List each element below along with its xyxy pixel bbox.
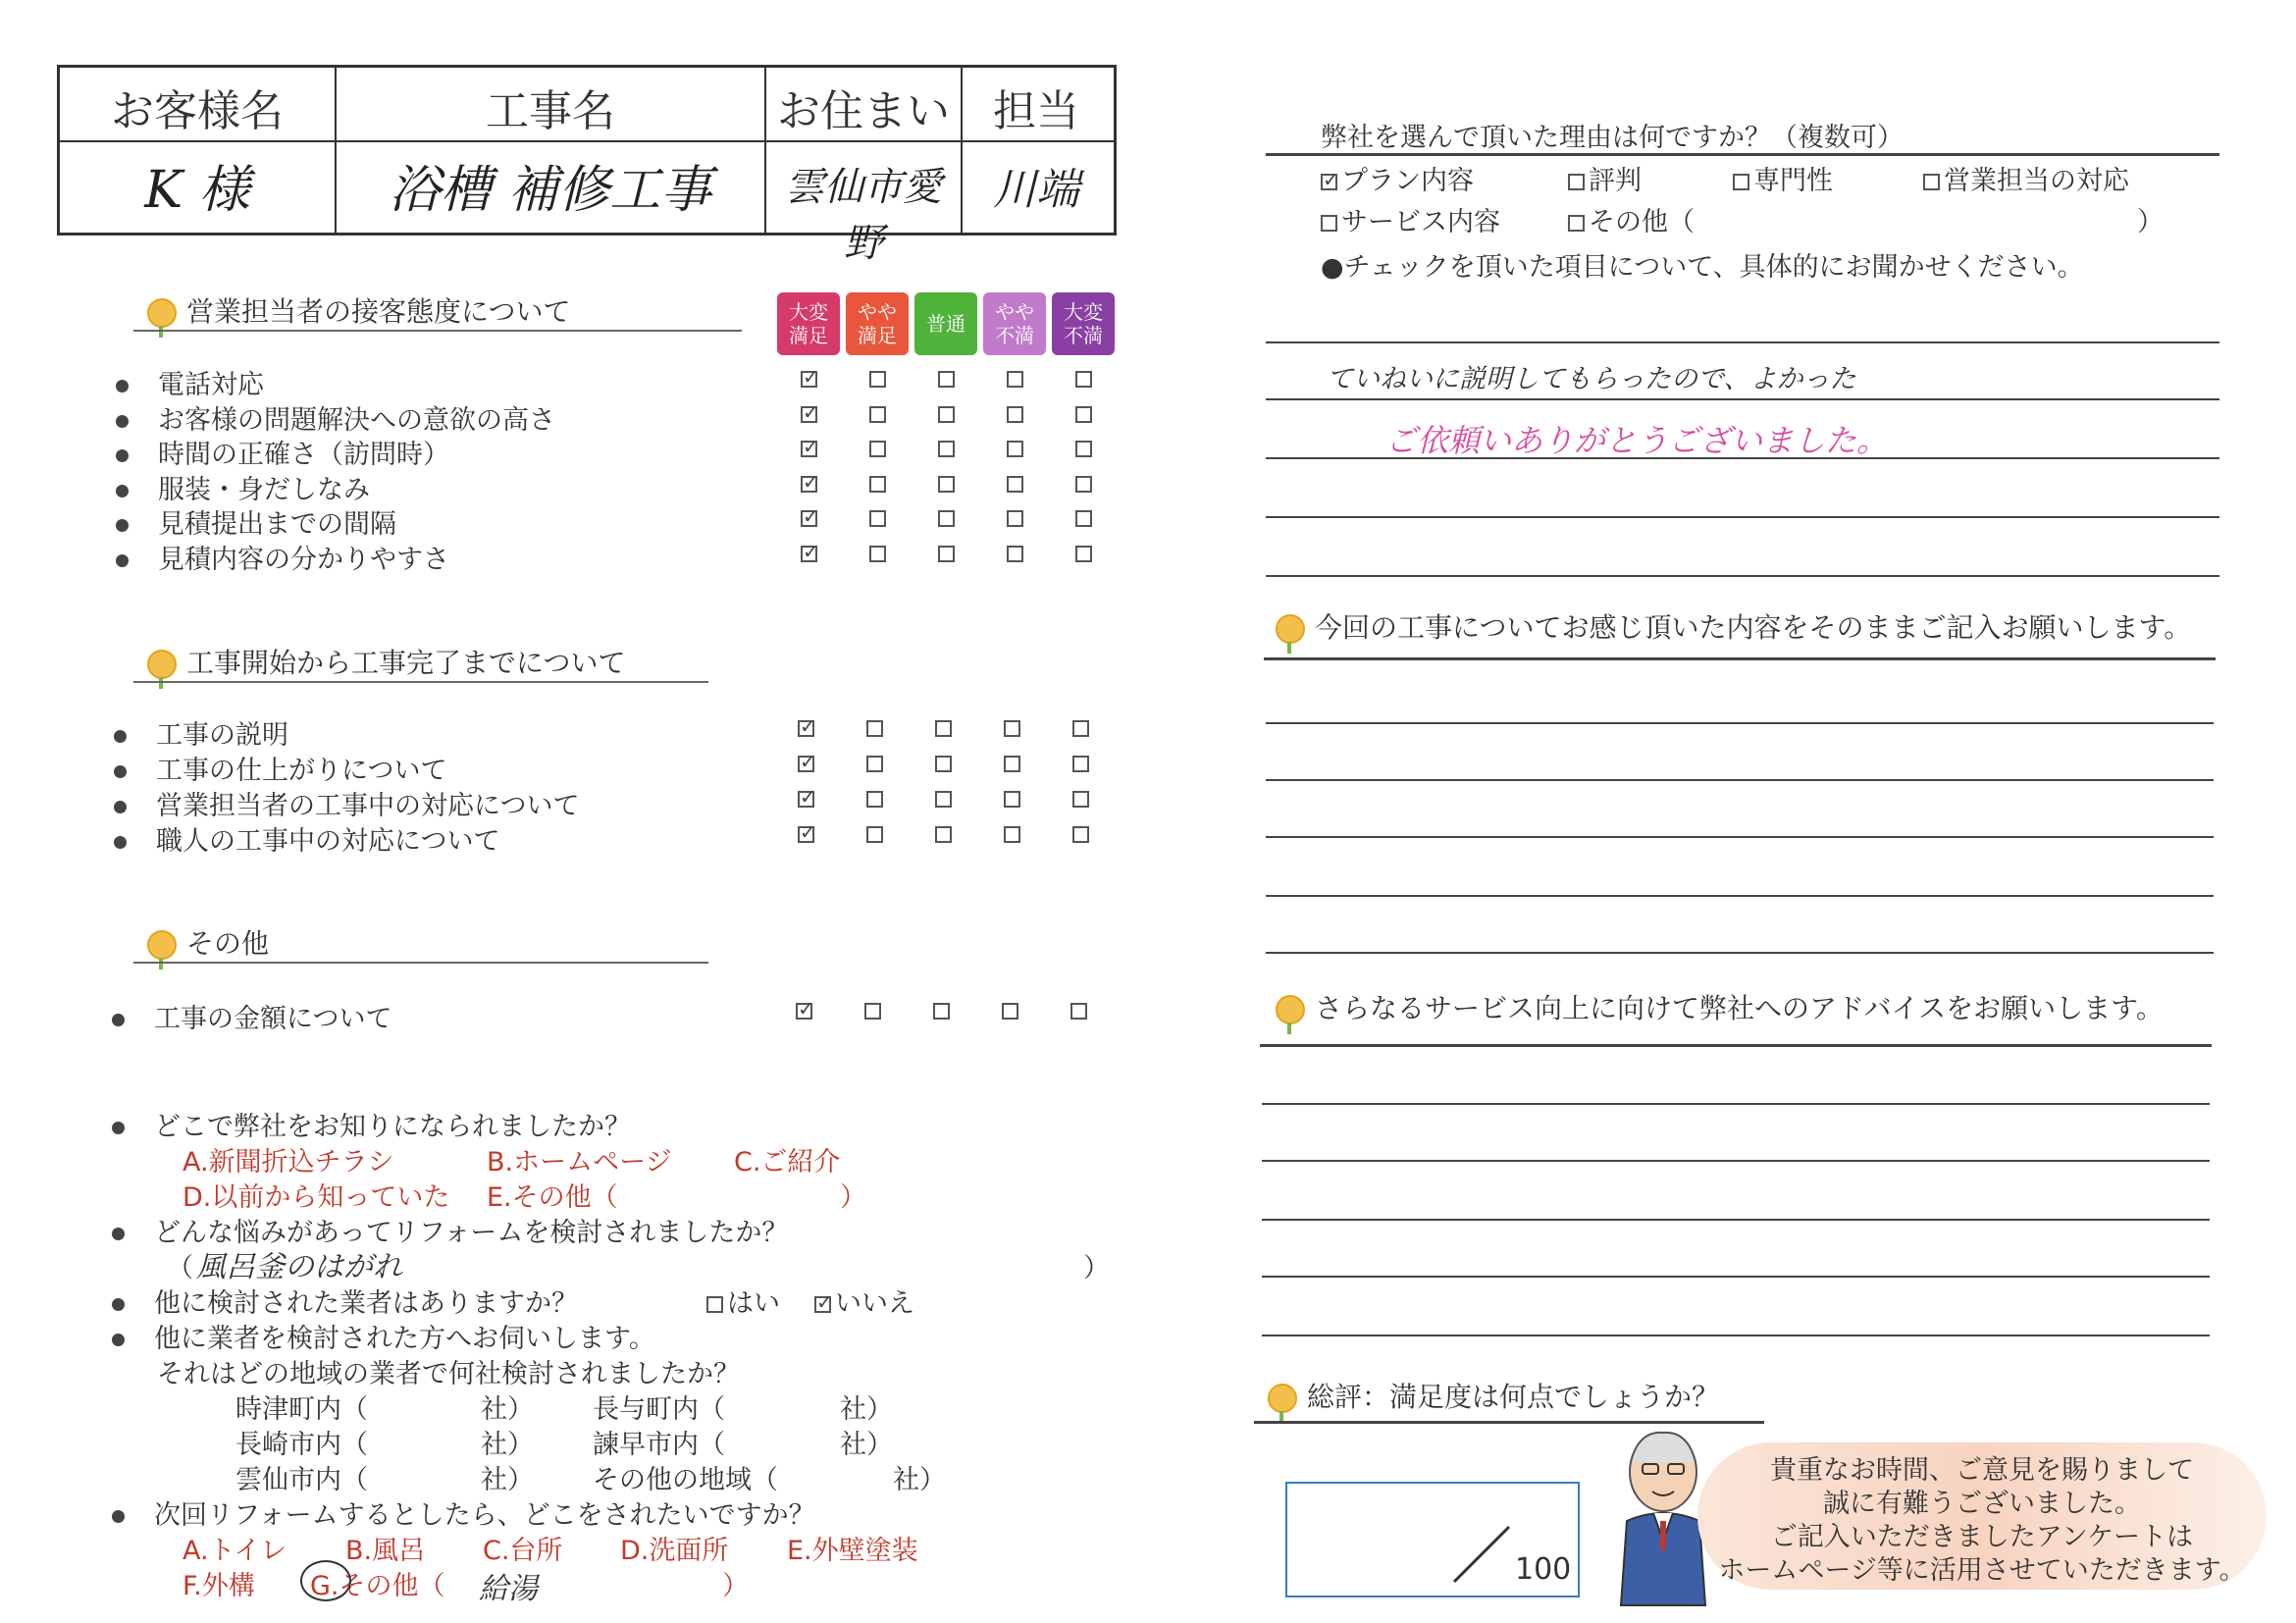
- service-checkbox: [1321, 215, 1337, 232]
- option-b: B.ホームページ: [487, 1147, 672, 1178]
- section-staff-attitude-heading: [147, 290, 570, 330]
- bullet-icon: [114, 730, 127, 743]
- circle-mark: [300, 1560, 351, 1601]
- impression-heading: [1276, 606, 2191, 646]
- answer-line: [1266, 779, 2214, 781]
- rating-checkbox: [801, 371, 817, 388]
- impression-title: 今回の工事についてお感じ頂いた内容をそのままご記入お願いします。: [1315, 611, 2192, 644]
- rating-checkbox: [1075, 546, 1092, 562]
- section-other-heading: [147, 922, 269, 962]
- advice-heading: [1276, 987, 2164, 1026]
- customer-name-cell: [60, 68, 337, 233]
- item-label: 工事の仕上がりについて: [156, 756, 447, 786]
- question-text: 他に検討された業者はありますか？: [154, 1288, 578, 1319]
- reason-opt-expertise: [1733, 159, 1833, 197]
- address-label: お住まい: [777, 86, 950, 136]
- reason-opt-plan: [1321, 159, 1474, 197]
- reason-answer-1: ていねいに説明してもらったので、よかった: [1327, 364, 1856, 394]
- rating-checkbox: [1007, 441, 1023, 457]
- section-construction-heading: [147, 642, 625, 681]
- section-other-title: その他: [186, 927, 270, 960]
- customer-name-value: K 様: [144, 161, 250, 220]
- list-item: [116, 538, 449, 576]
- answer-line: [1266, 575, 2219, 577]
- flower-icon: [147, 298, 177, 328]
- project-name-cell: [337, 68, 766, 233]
- reason-opt-service: [1321, 200, 1500, 238]
- rating-checkbox: [801, 546, 817, 562]
- rating-checkbox: [935, 826, 952, 843]
- score-title: 総評：満足度は何点でしょうか？: [1307, 1381, 1720, 1413]
- item-label: 営業担当者の工事中の対応について: [156, 791, 580, 821]
- answer-line: [1262, 1219, 2210, 1221]
- thanks-line: ご記入いただきましたアンケートは: [1770, 1522, 2194, 1552]
- rating-checkbox: [935, 756, 952, 772]
- address-cell: [766, 68, 963, 266]
- next-d: D.洗面所: [620, 1536, 729, 1566]
- rating-checkbox: [1075, 510, 1092, 527]
- next-g-close: ）: [722, 1571, 749, 1601]
- rating-checkbox: [938, 510, 955, 527]
- worry-open: （: [167, 1253, 193, 1283]
- rating-label: 大変 満足: [789, 300, 828, 347]
- next-g-answer: 給湯: [479, 1572, 538, 1606]
- region-tokitsu: 時津町内（: [235, 1394, 368, 1425]
- reputation-checkbox: [1568, 174, 1585, 190]
- flower-icon: [147, 650, 177, 679]
- rating-checkbox: [1002, 1003, 1018, 1020]
- question-region: [112, 1317, 655, 1355]
- rating-checkbox: [796, 1003, 812, 1020]
- rating-checkbox: [864, 1003, 881, 1020]
- flower-icon: [1268, 1384, 1297, 1413]
- question-other-vendor: [112, 1282, 578, 1320]
- item-label: 服装・身だしなみ: [158, 475, 370, 505]
- option-e: E.その他（: [487, 1182, 618, 1213]
- bullet-icon: [116, 415, 129, 428]
- opt-label: サービス内容: [1341, 207, 1500, 237]
- rating-checkbox: [1072, 720, 1089, 737]
- option-c: C.ご紹介: [734, 1147, 841, 1178]
- rating-checkbox: [1004, 791, 1020, 808]
- score-max: 100: [1515, 1552, 1572, 1587]
- thanks-message: [1697, 1454, 2267, 1588]
- rating-checkbox: [866, 756, 883, 772]
- expertise-checkbox: [1733, 174, 1749, 190]
- rating-checkbox: [866, 720, 883, 737]
- answer-line: [1262, 1103, 2210, 1105]
- staff-cell: [963, 68, 1110, 233]
- score-heading: [1268, 1376, 1719, 1415]
- item-label: お客様の問題解決への意欲の高さ: [158, 405, 555, 436]
- opt-label: その他（: [1589, 207, 1695, 237]
- rating-checkbox: [798, 720, 814, 737]
- rating-checkbox: [1007, 406, 1023, 423]
- rating-checkbox: [1004, 826, 1020, 843]
- rating-checkbox: [938, 441, 955, 457]
- rating-label: 大変 不満: [1064, 300, 1103, 347]
- region-suffix: 社）: [840, 1430, 893, 1460]
- rating-checkbox: [869, 476, 886, 493]
- rating-checkbox: [798, 791, 814, 808]
- bullet-icon: [114, 801, 127, 813]
- impression-underline: [1264, 657, 2216, 660]
- region-suffix: 社）: [481, 1430, 534, 1460]
- region-nagasaki: 長崎市内（: [235, 1430, 368, 1460]
- rating-checkbox: [935, 791, 952, 808]
- region-unzen: 雲仙市内（: [235, 1465, 368, 1495]
- item-label: 職人の工事中の対応について: [156, 826, 500, 857]
- rating-checkbox: [1007, 476, 1023, 493]
- list-item: [116, 398, 555, 437]
- header-divider: [60, 140, 1114, 142]
- question-region-2: それはどの地域の業者で何社検討されましたか？: [157, 1359, 740, 1389]
- rating-somewhat-dissatisfied: [983, 292, 1046, 355]
- region-suffix: 社）: [840, 1394, 893, 1425]
- item-label: 見積内容の分かりやすさ: [158, 545, 449, 575]
- answer-line: [1266, 516, 2219, 518]
- bullet-icon: [116, 449, 129, 462]
- item-label: 時間の正確さ（訪問時）: [158, 440, 449, 470]
- list-item: [112, 997, 391, 1035]
- opt-label: 専門性: [1753, 166, 1833, 196]
- rating-checkbox: [1007, 510, 1023, 527]
- answer-line: [1266, 457, 2219, 459]
- worry-answer: 風呂釜のはがれ: [196, 1250, 402, 1284]
- rating-checkbox: [801, 441, 817, 457]
- reason-title: 弊社を選んで頂いた理由は何ですか？（複数可）: [1321, 123, 1904, 153]
- worry-close: ）: [1083, 1253, 1110, 1283]
- bullet-icon: [112, 1014, 125, 1026]
- answer-line: [1266, 341, 2219, 343]
- answer-line: [1262, 1335, 2210, 1336]
- flower-icon: [1276, 614, 1305, 644]
- region-nagayo: 長与町内（: [593, 1394, 725, 1425]
- bullet-icon: [112, 1334, 125, 1346]
- list-item: [114, 784, 579, 822]
- question-text: 他に業者を検討された方へお伺いします。: [154, 1324, 655, 1354]
- advice-title: さらなるサービス向上に向けて弊社へのアドバイスをお願いします。: [1315, 992, 2164, 1024]
- section-underline: [133, 962, 708, 964]
- region-suffix: 社）: [893, 1465, 946, 1495]
- bullet-icon: [116, 554, 129, 567]
- project-name-label: 工事名: [486, 86, 615, 136]
- next-c: C.台所: [483, 1536, 563, 1566]
- rating-checkbox: [1075, 441, 1092, 457]
- bullet-icon: [112, 1510, 125, 1523]
- rating-checkbox: [866, 826, 883, 843]
- rating-checkbox: [1007, 546, 1023, 562]
- score-box: [1285, 1482, 1580, 1597]
- rating-checkbox: [938, 406, 955, 423]
- next-f: F.外構: [183, 1571, 255, 1601]
- answer-line: [1262, 1276, 2210, 1278]
- item-label: 電話対応: [158, 370, 264, 400]
- rating-checkbox: [1072, 791, 1089, 808]
- answer-line: [1266, 722, 2214, 724]
- yes-checkbox: [706, 1296, 723, 1313]
- rating-label: やや 不満: [995, 300, 1034, 347]
- answer-line: [1262, 1160, 2210, 1162]
- customer-name-label: お客様名: [111, 86, 284, 136]
- rating-checkbox: [938, 476, 955, 493]
- list-item: [116, 468, 370, 506]
- rating-very-dissatisfied: [1052, 292, 1115, 355]
- thanks-line: ホームページ等に活用させていただきます。: [1718, 1555, 2246, 1586]
- project-name-value: 浴槽 補修工事: [389, 161, 712, 220]
- rating-checkbox: [798, 826, 814, 843]
- next-e: E.外壁塗装: [787, 1536, 918, 1566]
- item-label: 工事の金額について: [154, 1004, 392, 1034]
- rating-very-satisfied: [777, 292, 840, 355]
- rating-somewhat-satisfied: [846, 292, 909, 355]
- option-d: D.以前から知っていた: [183, 1182, 450, 1213]
- rating-checkbox: [1075, 406, 1092, 423]
- answer-line: [1266, 952, 2214, 954]
- rating-checkbox: [935, 720, 952, 737]
- question-next: [112, 1493, 815, 1532]
- answer-yes: [706, 1282, 780, 1320]
- question-text: どこで弊社をお知りになられましたか？: [154, 1112, 631, 1142]
- option-e-close: ）: [840, 1182, 866, 1213]
- question-text: どんな悩みがあってリフォームを検討されましたか？: [154, 1218, 789, 1248]
- region-suffix: 社）: [481, 1465, 534, 1495]
- opt-label: 営業担当の対応: [1944, 166, 2129, 196]
- rating-checkbox: [1070, 1003, 1087, 1020]
- bullet-icon: [116, 380, 129, 393]
- list-item: [116, 363, 264, 401]
- answer-line: [1266, 398, 2219, 400]
- next-a: A.トイレ: [183, 1536, 287, 1566]
- answer-line: [1266, 836, 2214, 838]
- rating-checkbox: [1007, 371, 1023, 388]
- opt-label: 評判: [1589, 166, 1642, 196]
- rating-checkbox: [801, 406, 817, 423]
- section-construction-title: 工事開始から工事完了までについて: [186, 647, 626, 679]
- item-label: 見積提出までの間隔: [158, 509, 396, 540]
- rating-label: やや 満足: [858, 300, 897, 347]
- bullet-icon: [114, 765, 127, 778]
- thanks-line: 誠に有難うございました。: [1823, 1489, 2141, 1519]
- rating-checkbox: [869, 441, 886, 457]
- reason-other-close: ）: [2137, 207, 2164, 237]
- rating-checkbox: [869, 510, 886, 527]
- rating-label: 普通: [926, 312, 965, 336]
- bullet-icon: [112, 1122, 125, 1134]
- plan-checkbox: [1321, 174, 1337, 190]
- answer-no: [814, 1282, 914, 1320]
- region-isahaya: 諫早市内（: [593, 1430, 725, 1460]
- bullet-icon: [112, 1228, 125, 1240]
- bullet-icon: [116, 485, 129, 497]
- rating-checkbox: [801, 476, 817, 493]
- rating-checkbox: [1004, 756, 1020, 772]
- reason-underline: [1266, 153, 2219, 156]
- rating-checkbox: [866, 791, 883, 808]
- reason-opt-staff: [1923, 159, 2129, 197]
- opt-label: プラン内容: [1341, 166, 1474, 196]
- rating-checkbox: [798, 756, 814, 772]
- no-label: いいえ: [835, 1288, 914, 1319]
- address-value: 雲仙市愛野: [785, 165, 942, 266]
- region-suffix: 社）: [481, 1394, 534, 1425]
- region-other: その他の地域（: [593, 1465, 778, 1495]
- bullet-icon: [112, 1298, 125, 1311]
- question-where: [112, 1105, 631, 1143]
- flower-icon: [1276, 995, 1305, 1024]
- list-item: [114, 819, 499, 858]
- answer-line: [1266, 895, 2214, 897]
- reason-detail: ●チェックを頂いた項目について、具体的にお聞かせください。: [1321, 252, 2084, 283]
- staff-label: 担当: [993, 86, 1079, 136]
- rating-checkbox: [869, 371, 886, 388]
- advice-underline: [1260, 1044, 2212, 1047]
- question-text: 次回リフォームするとしたら、どこをされたいですか？: [154, 1500, 815, 1531]
- list-item: [116, 502, 396, 541]
- staff-checkbox: [1923, 174, 1940, 190]
- list-item: [116, 433, 449, 471]
- rating-checkbox: [869, 406, 886, 423]
- rating-checkbox: [938, 546, 955, 562]
- reason-answer-2: ご依頼いありがとうございました。: [1385, 422, 1889, 459]
- item-label: 工事の説明: [156, 720, 288, 751]
- staff-value: 川端: [993, 165, 1079, 215]
- no-checkbox: [814, 1296, 831, 1313]
- rating-checkbox: [869, 546, 886, 562]
- rating-checkbox: [938, 371, 955, 388]
- section-underline: [133, 330, 742, 332]
- flower-icon: [147, 930, 177, 960]
- thanks-line: 貴重なお時間、ご意見を賜りまして: [1770, 1455, 2194, 1486]
- reason-opt-other: [1568, 200, 1695, 238]
- rating-checkbox: [1075, 476, 1092, 493]
- reason-opt-reputation: [1568, 159, 1642, 197]
- next-b: B.風呂: [345, 1536, 426, 1566]
- rating-neutral: [914, 292, 977, 355]
- list-item: [114, 713, 288, 752]
- list-item: [114, 749, 446, 787]
- section-staff-attitude-title: 営業担当者の接客態度について: [186, 295, 571, 328]
- option-a: A.新聞折込チラシ: [183, 1147, 394, 1178]
- rating-checkbox: [1072, 756, 1089, 772]
- other-checkbox: [1568, 215, 1585, 232]
- rating-checkbox: [1075, 371, 1092, 388]
- section-underline: [133, 681, 708, 683]
- rating-checkbox: [1004, 720, 1020, 737]
- customer-info-table: [57, 65, 1117, 266]
- rating-checkbox: [801, 510, 817, 527]
- next-g: G.その他（: [310, 1571, 445, 1601]
- yes-label: はい: [727, 1288, 780, 1319]
- bullet-icon: [114, 836, 127, 849]
- rating-checkbox: [1072, 826, 1089, 843]
- bullet-icon: [116, 519, 129, 532]
- rating-checkbox: [933, 1003, 950, 1020]
